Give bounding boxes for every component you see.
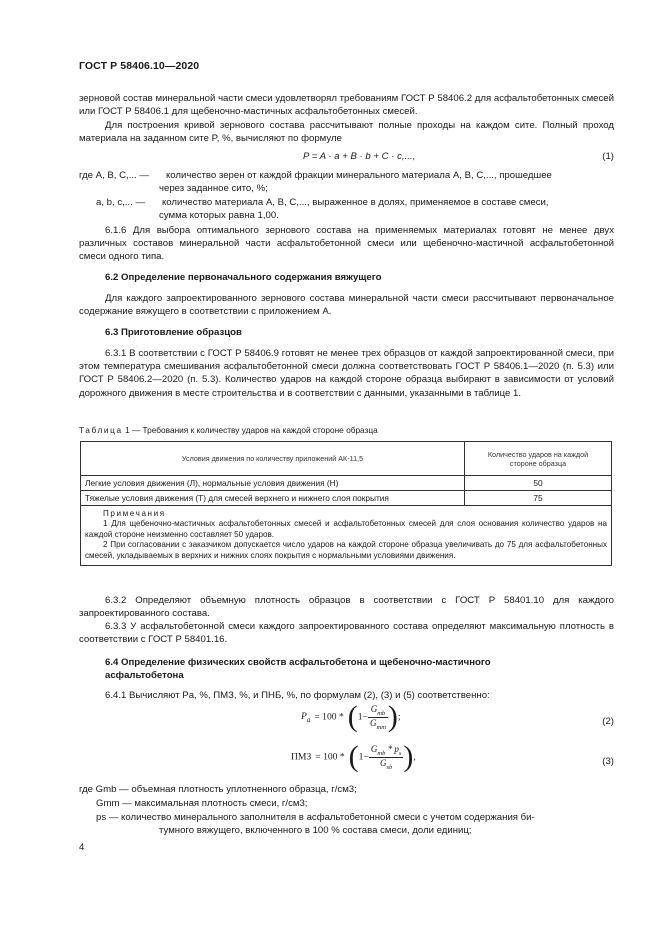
equation-2-number: (2) [602,716,614,727]
definition-ps-line-1: ps — количество минерального заполнителя в асфальтобетонной смеси с учетом содержания би- [96,812,535,823]
eq3-lhs: ПМЗ [291,751,312,763]
definition-ps-line-2: тумного вяжущего, включенного в 100 % состава смеси, доли единиц; [159,825,472,836]
table-1 [80,441,612,566]
equation-3 [79,742,614,782]
paragraph-6-1-6: 6.1.6 Для выбора оптимального зернового состава на применяемых материалах готовят не менее двух различных составов минеральной части асфальтобетонной смеси или щебеночно-мастичной асфальтобетонной смеси одного типа. [79,225,614,263]
definition-1-lead: где A, B, C,... — [79,170,149,181]
eq2-lhs: $P_a$ [301,710,311,724]
equation-3-number: (3) [602,756,614,767]
eq2-coef: = 100 * [314,711,344,723]
definition-1-text: количество зерен от каждой фракции минерального материала A, B, C,..., прошедшее [166,170,552,181]
eq3-coef: = 100 * [315,751,345,763]
note-2: 2 При согласовании с заказчиком допускается число ударов на каждой стороне образца увеличивать до 75 для асфальтобетонных смесей, укладываемых в верхних и нижних слоях покрытия с нормальными условиями движения. [85,540,607,560]
equation-2-body [301,702,401,732]
definition-2-text: количество материала A, B, C,..., выраженное в долях, применяемое в составе смеси, [162,197,549,208]
table-header-conditions: Условия движения по количеству приложений АК-11,5 [81,442,465,476]
eq3-fraction: $\frac{G_{mb} * p_s}{G_{sb}}$ [370,743,402,771]
table-header-row [81,442,612,476]
definition-gmm: Gmm — максимальная плотность смеси, г/см3; [96,798,308,809]
section-heading-6-4-line-2: асфальтобетона [105,670,184,681]
definition-2-lead: a, b, c,... — [96,197,146,208]
notes-title: Примечания [103,509,166,518]
table-notes [81,506,612,566]
paragraph-intro-1: зерновой состав минеральной части смеси удовлетворял требованиям ГОСТ Р 58406.2 для асфальтобетонных смесей или ГОСТ Р 58406.1 для щебеночно-мастичных асфальтобетонных смесей. [79,93,614,118]
table-row [81,476,612,491]
eq3-right-paren: ) [403,740,414,773]
section-heading-6-4-line-1: 6.4 Определение физических свойств асфальтобетона и щебеночно-мастичного [105,657,491,668]
table-cell-blows: 75 [465,491,612,506]
definition-2-cont: сумма которых равна 1,00. [159,210,279,221]
table-1-caption [79,425,378,435]
table-notes-row [81,506,612,566]
eq2-left-paren: ( [347,700,358,733]
table-header-blows: Количество ударов на каждой стороне образца [465,442,612,476]
definition-1-cont: через заданное сито, %; [159,183,268,194]
eq2-tail: ; [397,711,401,723]
page-header: ГОСТ Р 58406.10—2020 [79,60,200,72]
eq3-tail: , [413,751,416,763]
eq3-left-paren: ( [348,740,359,773]
table-cell-conditions: Легкие условия движения (Л), нормальные условия движения (Н) [81,476,465,491]
equation-2 [79,702,614,742]
equation-1-body: P = A · a + B · b + C · c,..., [303,151,416,162]
paragraph-intro-2: Для построения кривой зернового состава рассчитывают полные проходы на каждом сите. Полный проход материала на заданном сите P, %, вычисляют по формуле [79,120,614,145]
page-number: 4 [79,842,85,853]
paragraph-6-3-3: 6.3.3 У асфальтобетонной смеси каждого запроектированного состава определяют максимальную плотность в соответствии с ГОСТ Р 58401.16. [79,621,614,646]
table-row [81,491,612,506]
paragraph-6-2: Для каждого запроектированного зернового состава минеральной части смеси рассчитывают первоначальное содержание вяжущего в соответствии с приложением А. [79,293,614,318]
table-1-caption-rest: 1 — Требования к количеству ударов на каждой стороне образца [122,425,378,435]
section-heading-6-3: 6.3 Приготовление образцов [105,327,242,338]
eq2-right-paren: ) [387,700,398,733]
equation-1 [79,151,614,165]
paragraph-6-3-1: 6.3.1 В соответствии с ГОСТ Р 58406.9 готовят не менее трех образцов от каждой запроектированной смеси, при этом температура смешивания асфальтобетонной смеси должна соответствовать ГОСТ Р 58406.1—2020 (п. 5.3) или ГОСТ Р 58406.2—2020 (п. 5.3). Количество ударов на каждой стороне образца выбирают в зависимости от условий дорожного движения в месте строительства и в соответствии с данными, указанными в таблице 1. [79,348,614,399]
definition-gmb: где Gmb — объемная плотность уплотненного образца, г/см3; [79,784,357,795]
equation-3-body [291,742,416,772]
table-cell-blows: 50 [465,476,612,491]
paragraph-6-3-2: 6.3.2 Определяют объемную плотность образцов в соответствии с ГОСТ Р 58401.10 для каждого запроектированного состава. [79,595,614,620]
note-1: 1 Для щебеночно-мастичных асфальтобетонных смесей и асфальтобетонных смесей для слоя основания количество ударов на каждой стороне неизменно составляет 50 ударов. [85,519,607,539]
table-1-caption-word: Таблица [79,425,123,435]
eq2-fraction: $\frac{G_{mb}}{G_{mm}}$ [370,703,386,731]
eq3-one: 1− [358,751,369,763]
section-heading-6-2: 6.2 Определение первоначального содержания вяжущего [105,272,382,283]
table-cell-conditions: Тяжелые условия движения (Т) для смесей верхнего и нижнего слоя покрытия [81,491,465,506]
paragraph-6-4-1: 6.4.1 Вычисляют Pa, %, ПМЗ, %, и ПНБ, %, по формулам (2), (3) и (5) соответственно: [105,690,490,701]
eq2-one: 1− [357,711,368,723]
equation-1-number: (1) [602,151,614,162]
